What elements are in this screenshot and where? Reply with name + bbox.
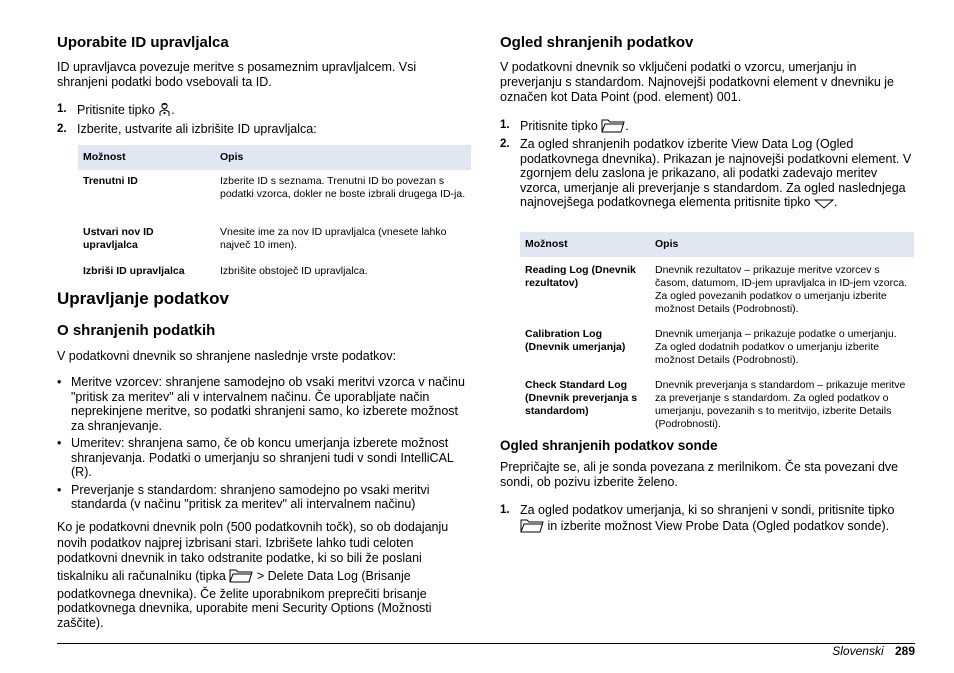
probe-data-step-1: 1. Za ogled podatkov umerjanja, ki so shranjeni v sondi, pritisnite tipko in izberite možnost View Probe Data (Ogled podatkov sonde). (500, 503, 915, 536)
table-row (520, 372, 914, 436)
stored-data-types-list (57, 375, 472, 515)
list-item: • Meritve vzorcev: shranjene samodejno ob vsaki meritvi vzorca v načinu "pritisk za meritev" ali v intervalnem načinu. Če uporabljate način neprekinjene meritve, so podatki shranjeni samo, ko izberete možnost za shranjevanje. (57, 375, 472, 433)
footer-rule (57, 643, 915, 644)
down-arrow-key-icon (814, 198, 834, 213)
data-log-key-icon (229, 568, 253, 587)
column-header-option: Možnost (78, 145, 215, 170)
column-header-description: Opis (650, 232, 914, 257)
operator-options-table (78, 145, 471, 283)
page-footer (832, 643, 915, 658)
step-text: Izberite, ustvarite ali izbrišite ID upravljalca: (77, 122, 317, 136)
option-cell: Trenutni ID (83, 175, 138, 187)
table-header-row (520, 232, 914, 257)
section-title-probe-data: Ogled shranjenih podatkov sonde (500, 438, 718, 453)
option-cell: Calibration Log (Dnevnik umerjanja) (525, 328, 626, 353)
delete-data-log-para: tiskalniku ali računalniku (tipka > Delete Data Log (Brisanje podatkovnega dnevnika). Če želite uporabnikom preprečiti brisanje podatkovnega dnevnika, uporabite meni Security Options (Možnosti zaščite). (57, 569, 432, 630)
table-row (520, 257, 914, 321)
operator-step-2 (57, 122, 472, 137)
page-number: 289 (894, 644, 915, 658)
step-number: 1. (57, 103, 67, 115)
section-title-stored-data: O shranjenih podatkih (57, 322, 216, 339)
description-cell: Izbrišite obstoječ ID upravljalca. (220, 265, 368, 277)
footer-language: Slovenski (832, 644, 884, 658)
table-row (520, 321, 914, 372)
description-cell: Dnevnik umerjanja – prikazuje podatke o umerjanju. Za ogled dodatnih podatkov o umerjanju izberite možnost Details (Podrobnosti). (655, 328, 897, 366)
probe-data-intro: Prepričajte se, ali je sonda povezana z merilnikom. Če sta povezani dve sondi, ob pozivu izberite želeno. (500, 460, 899, 489)
operator-key-icon (158, 102, 171, 121)
step-text: Pritisnite tipko (520, 119, 598, 133)
stored-data-intro: V podatkovni dnevnik so shranjene naslednje vrste podatkov: (57, 349, 397, 363)
step-number: 1. (500, 504, 510, 516)
view-data-step-2: 2. Za ogled shranjenih podatkov izberite View Data Log (Ogled podatkovnega dnevnika). Prikazan je najnovejši podatkovni element. V zgornjem delu zaslona je prikazano, ali podatki zadevajo meritev vzorca, umerjanje ali preverjanje s standardom. Za ogled naslednjega najnovejšega podatkovnega elementa pritisnite tipko . (500, 137, 915, 213)
section-title-operator-id: Uporabite ID upravljalca (57, 34, 229, 51)
operator-step-1: 1. Pritisnite tipko . (57, 102, 472, 121)
view-data-step-1: 1. Pritisnite tipko . (500, 118, 915, 137)
data-log-key-icon (601, 118, 625, 137)
table-row (78, 170, 471, 218)
description-cell: Vnesite ime za nov ID upravljalca (vnesete lahko največ 10 imen). (220, 226, 447, 251)
description-cell: Izberite ID s seznama. Trenutni ID bo povezan s podatki vzorca, dokler ne boste izbrali drugega ID-ja. (220, 175, 466, 200)
step-number: 1. (500, 119, 510, 131)
operator-id-intro: ID upravljavca povezuje meritve s posameznim upravljalcem. Vsi shranjeni podatki bodo vsebovali ta ID. (57, 60, 417, 89)
table-header-row (78, 145, 471, 170)
view-data-intro: V podatkovni dnevnik so vključeni podatki o vzorcu, umerjanju in preverjanju s standardom. Najnovejši podatkovni element v dnevniku je označen kot Data Point (pod. element) 001. (500, 60, 894, 104)
section-title-view-data: Ogled shranjenih podatkov (500, 34, 694, 51)
column-header-option: Možnost (520, 232, 650, 257)
section-title-data-management: Upravljanje podatkov (57, 289, 229, 308)
step-text: Za ogled shranjenih podatkov izberite View Data Log (Ogled podatkovnega dnevnika). Prikazan je najnovejši podatkovni element. V zgornjem delu zaslona je prikazano, ali podatki zadevajo meritev vzorca, umerjanje ali preverjanje s standardom. Za ogled naslednjega najnovejšega podatkovnega elementa pritisnite tipko (520, 137, 912, 209)
option-cell: Check Standard Log (Dnevnik preverjanja s standardom) (525, 379, 638, 417)
table-row (78, 257, 471, 283)
data-log-options-table (520, 232, 914, 436)
table-row (78, 218, 471, 257)
column-header-description: Opis (215, 145, 471, 170)
list-item: • Preverjanje s standardom: shranjeno samodejno po vsaki meritvi standarda (v načinu "pritisk za meritev" ali intervalnem načinu) (57, 483, 472, 512)
data-log-key-icon (520, 518, 544, 537)
option-cell: Reading Log (Dnevnik rezultatov) (525, 264, 636, 289)
description-cell: Dnevnik preverjanja s standardom – prikazuje meritve za preverjanje s standardom. Za ogled podatkov o umerjanju, povezanih s to meritvijo, izberite Details (Podrobnosti). (655, 379, 906, 430)
option-cell: Izbriši ID upravljalca (83, 265, 185, 277)
data-log-full-para: Ko je podatkovni dnevnik poln (500 podatkovnih točk), so ob dodajanju novih podatkov najprej izbrisani stari. Izbrišete lahko tudi celoten podatkovni dnevnik in tako odstranite podatke, ki so bili že poslani (57, 520, 449, 565)
step-text: Pritisnite tipko (77, 103, 155, 117)
step-number: 2. (57, 123, 67, 135)
step-number: 2. (500, 138, 510, 150)
step-text: Za ogled podatkov umerjanja, ki so shranjeni v sondi, pritisnite tipko (520, 503, 895, 517)
description-cell: Dnevnik rezultatov – prikazuje meritve vzorcev s časom, datumom, ID-jem upravljalca in ID-jem vzorca. Za ogled povezanih podatkov o umerjanju izberite možnost Details (Podrobnosti). (655, 264, 908, 315)
list-item: • Umeritev: shranjena samo, če ob koncu umerjanja izberete možnost shranjevanja. Podatki o umerjanju so shranjeni tudi v sondi IntelliCAL (R). (57, 436, 472, 480)
option-cell: Ustvari nov ID upravljalca (83, 226, 154, 251)
